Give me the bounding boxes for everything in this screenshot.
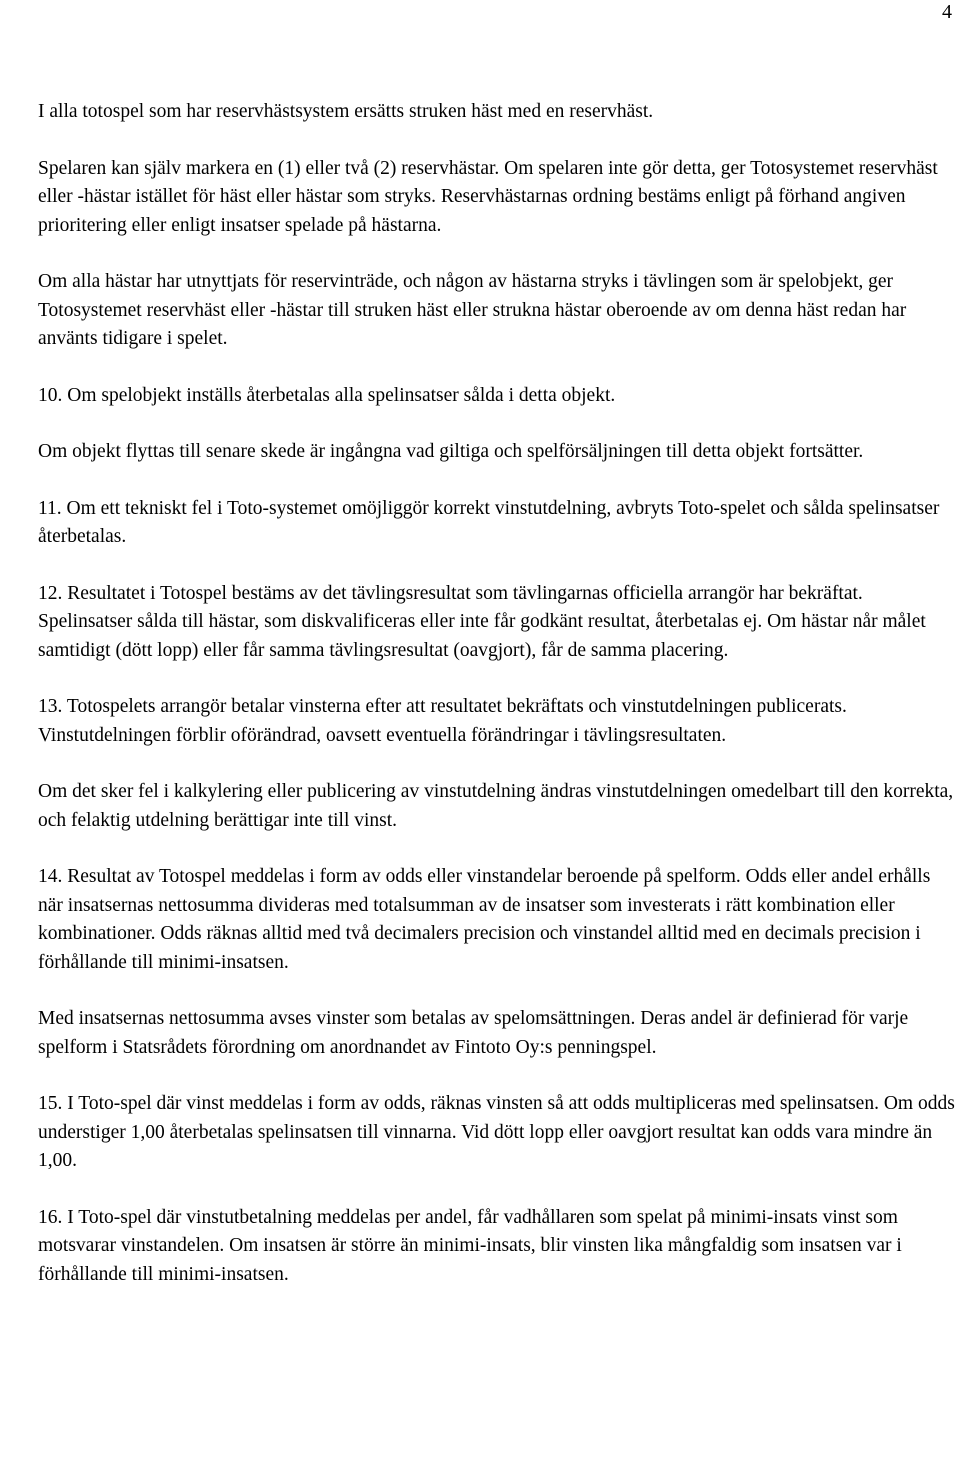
paragraph-rule-14: 14. Resultat av Totospel meddelas i form av odds eller vinstandelar beroende på spelform. Odds eller andel erhålls när insatsernas nettosumma divideras med totalsumman av de insatser som investerats i rätt kombination eller kombinationer. Odds räknas alltid med två decimalers precision och vinstandel alltid med en decimals precision i förhållande till minimi-insatsen. xyxy=(38,866,931,973)
paragraph-rule-15: 15. I Toto-spel där vinst meddelas i form av odds, räknas vinsten så att odds multipliceras med spelinsatsen. Om odds understiger 1,00 återbetalas spelinsatsen till vinnarna. Vid dött lopp eller oavgjort resultat kan odds vara mindre än 1,00. xyxy=(38,1093,955,1171)
paragraph-rule-12: 12. Resultatet i Totospel bestäms av det tävlingsresultat som tävlingarnas officiella arrangör har bekräftat. Spelinsatser sålda till hästar, som diskvalificeras eller inte får godkänt resultat, återbetalas ej. Om hästar når målet samtidigt (dött lopp) eller får samma tävlingsresultat (oavgjort), får de samma placering. xyxy=(38,582,926,661)
document-body xyxy=(38,98,956,1289)
paragraph-reserve-marking: Spelaren kan själv markera en (1) eller två (2) reservhästar. Om spelaren inte gör detta, ger Totosystemet reservhäst eller -hästar istället för häst eller hästar som stryks. Reservhästarnas ordning bestäms enligt på förhand angiven prioritering eller enligt insatser spelade på hästarna. xyxy=(38,157,938,236)
page-number: 4 xyxy=(942,1,952,23)
paragraph-rule-16: 16. I Toto-spel där vinstutbetalning meddelas per andel, får vadhållaren som spelat på minimi-insats vinst som motsvarar vinstandelen. Om insatsen är större än minimi-insats, blir vinsten lika mångfaldig som insatsen var i förhållande till minimi-insatsen. xyxy=(38,1206,902,1285)
paragraph-rule-13: 13. Totospelets arrangör betalar vinsterna efter att resultatet bekräftats och vinstutdelningen publicerats. Vinstutdelningen förblir oförändrad, oavsett eventuella förändringar i tävlingsresultaten. xyxy=(38,696,847,746)
paragraph-rule-10-postponed: Om objekt flyttas till senare skede är ingångna vad giltiga och spelförsäljningen till detta objekt fortsätter. xyxy=(38,441,864,462)
paragraph-reserve-horse: I alla totospel som har reservhästsystem ersätts struken häst med en reservhäst. xyxy=(38,101,654,122)
paragraph-rule-14-net-sum: Med insatsernas nettosumma avses vinster som betalas av spelomsättningen. Deras andel är definierad för varje spelform i Statsrådets förordning om anordnandet av Fintoto Oy:s penningspel. xyxy=(38,1008,909,1058)
paragraph-rule-13-errors: Om det sker fel i kalkylering eller publicering av vinstutdelning ändras vinstutdelningen omedelbart till den korrekta, och felaktig utdelning berättigar inte till vinst. xyxy=(38,781,954,831)
paragraph-rule-11: 11. Om ett tekniskt fel i Toto-systemet omöjliggör korrekt vinstutdelning, avbryts Toto-spelet och sålda spelinsatser återbetalas. xyxy=(38,497,940,547)
paragraph-reserve-all-used: Om alla hästar har utnyttjats för reservinträde, och någon av hästarna stryks i tävlingen som är spelobjekt, ger Totosystemet reservhäst eller -hästar till struken häst eller strukna hästar oberoende av om denna häst redan har använts tidigare i spelet. xyxy=(38,271,907,349)
paragraph-rule-10: 10. Om spelobjekt inställs återbetalas alla spelinsatser sålda i detta objekt. xyxy=(38,384,616,406)
